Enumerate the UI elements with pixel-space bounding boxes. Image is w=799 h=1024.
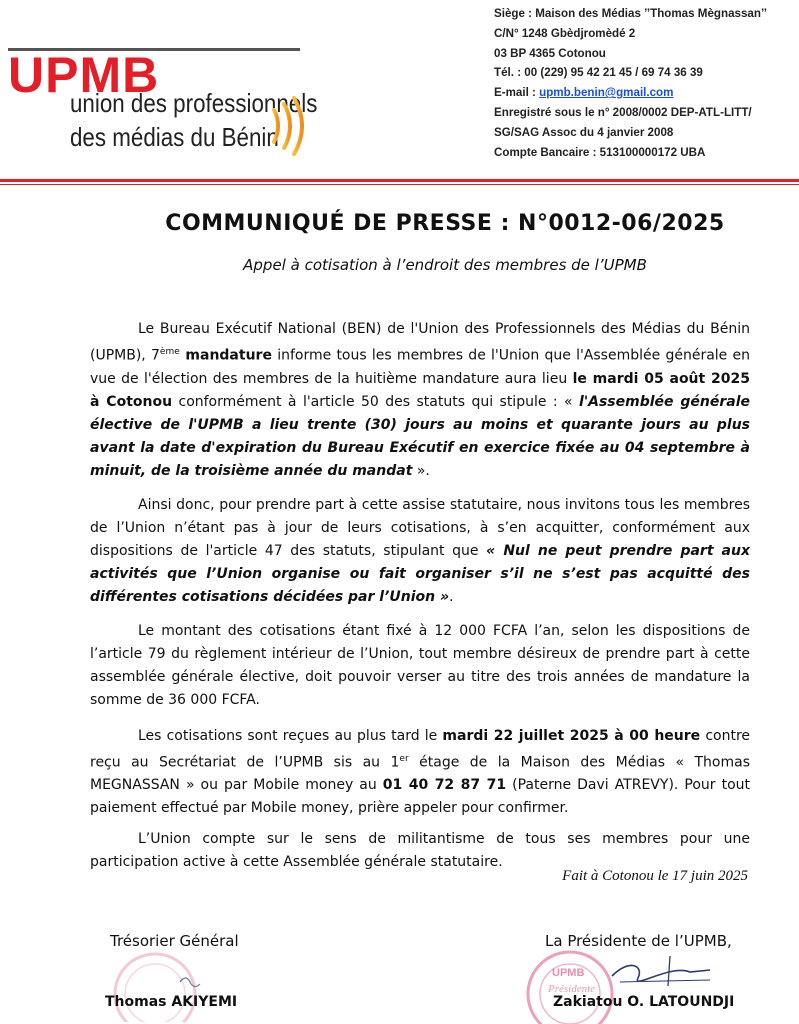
info-line: SG/SAG Assoc du 4 janvier 2008 xyxy=(494,125,674,139)
treasurer-stamp-icon xyxy=(100,942,210,1022)
paragraph-4: Les cotisations sont reçues au plus tard le mardi 22 juillet 2025 à 00 heure contre reçu au Secrétariat de l’UPMB sis au 1er étage de la Maison des Médias « Thomas MEGNASSAN » ou par Mobile money au 01 40 72 87 71 (Paterne Davi ATREVY). Pour tout paiement effectué par Mobile money, prière appeler pour confirmer. xyxy=(90,727,751,817)
svg-text:UPMB: UPMB xyxy=(552,967,585,979)
info-line: 03 BP 4365 Cotonou xyxy=(494,46,606,60)
info-line: Tél. : 00 (229) 95 42 21 45 / 69 74 36 39 xyxy=(494,66,703,80)
info-line: Siège : Maison des Médias ’’Thomas Mègnassan’’ xyxy=(494,7,767,20)
email-label: E-mail : xyxy=(494,86,540,100)
svg-text:Présidente: Présidente xyxy=(548,983,596,995)
place-and-date: Fait à Cotonou le 17 juin 2025 xyxy=(562,868,748,884)
treasurer-role: Trésorier Général xyxy=(110,932,239,950)
president-role: La Présidente de l’UPMB, xyxy=(545,932,732,950)
info-line: Compte Bancaire : 513100000172 UBA xyxy=(494,145,706,159)
email-link[interactable]: upmb.benin@gmail.com xyxy=(539,86,674,100)
document-title: COMMUNIQUÉ DE PRESSE : N°0012-06/2025 xyxy=(165,211,725,236)
treasurer-name: Thomas AKIYEMI xyxy=(105,994,238,1010)
header-contact-info xyxy=(494,4,794,162)
header-divider-thin xyxy=(0,184,799,185)
email-line xyxy=(494,83,794,103)
header-divider xyxy=(0,179,799,182)
document-subtitle: Appel à cotisation à l’endroit des membres de l’UPMB xyxy=(243,256,647,274)
broadcast-waves-icon xyxy=(268,96,308,156)
logo-line-1: union des professionnels xyxy=(70,88,318,118)
info-line: Enregistré sous le n° 2008/0002 DEP-ATL-LITT/ xyxy=(494,105,752,119)
logo-line-2: des médias du Bénin xyxy=(70,122,279,152)
paragraph-5: L’Union compte sur le sens de militantisme de tous ses membres pour une participation active à cette Assemblée générale statutaire. xyxy=(90,831,750,871)
logo-acronym: UPMB xyxy=(8,47,160,103)
info-line: C/N° 1248 Gbèdjromèdé 2 xyxy=(494,26,636,40)
paragraph-1: Le Bureau Exécutif National (BEN) de l'Union des Professionnels des Médias du Bénin (UPMB), 7ème mandature informe tous les membres de l'Union que l'Assemblée générale en vue de l'élection des membres de la huitième mandature aura lieu le mardi 05 août 2025 à Cotonou conformément à l'article 50 des statuts qui stipule : « l'Assemblée générale élective de l'UPMB a lieu trente (30) jours au moins et quarante jours au plus avant la date d'expiration du Bureau Exécutif en exercice fixée au 04 septembre à minuit, de la troisième année du mandat ». xyxy=(90,321,751,479)
president-name: Zakiatou O. LATOUNDJI xyxy=(553,994,735,1010)
paragraph-2: Ainsi donc, pour prendre part à cette assise statutaire, nous invitons tous les membres de l’Union n’étant pas à jour de leurs cotisations, à s’en acquitter, conformément aux dispositions de l'article 47 des statuts, stipulant que « Nul ne peut prendre part aux activités que l’Union organise ou fait organiser s’il ne s’est pas acquitté des différentes cotisations décidées par l’Union ». xyxy=(90,496,750,605)
paragraph-3: Le montant des cotisations étant fixé à 12 000 FCFA l’an, selon les dispositions de l’article 79 du règlement intérieur de l’Union, tout membre désireux de prendre part à cette assemblée générale élective, doit pouvoir verser au titre des trois années de mandature la somme de 36 000 FCFA. xyxy=(90,622,750,708)
document-body xyxy=(90,318,750,874)
